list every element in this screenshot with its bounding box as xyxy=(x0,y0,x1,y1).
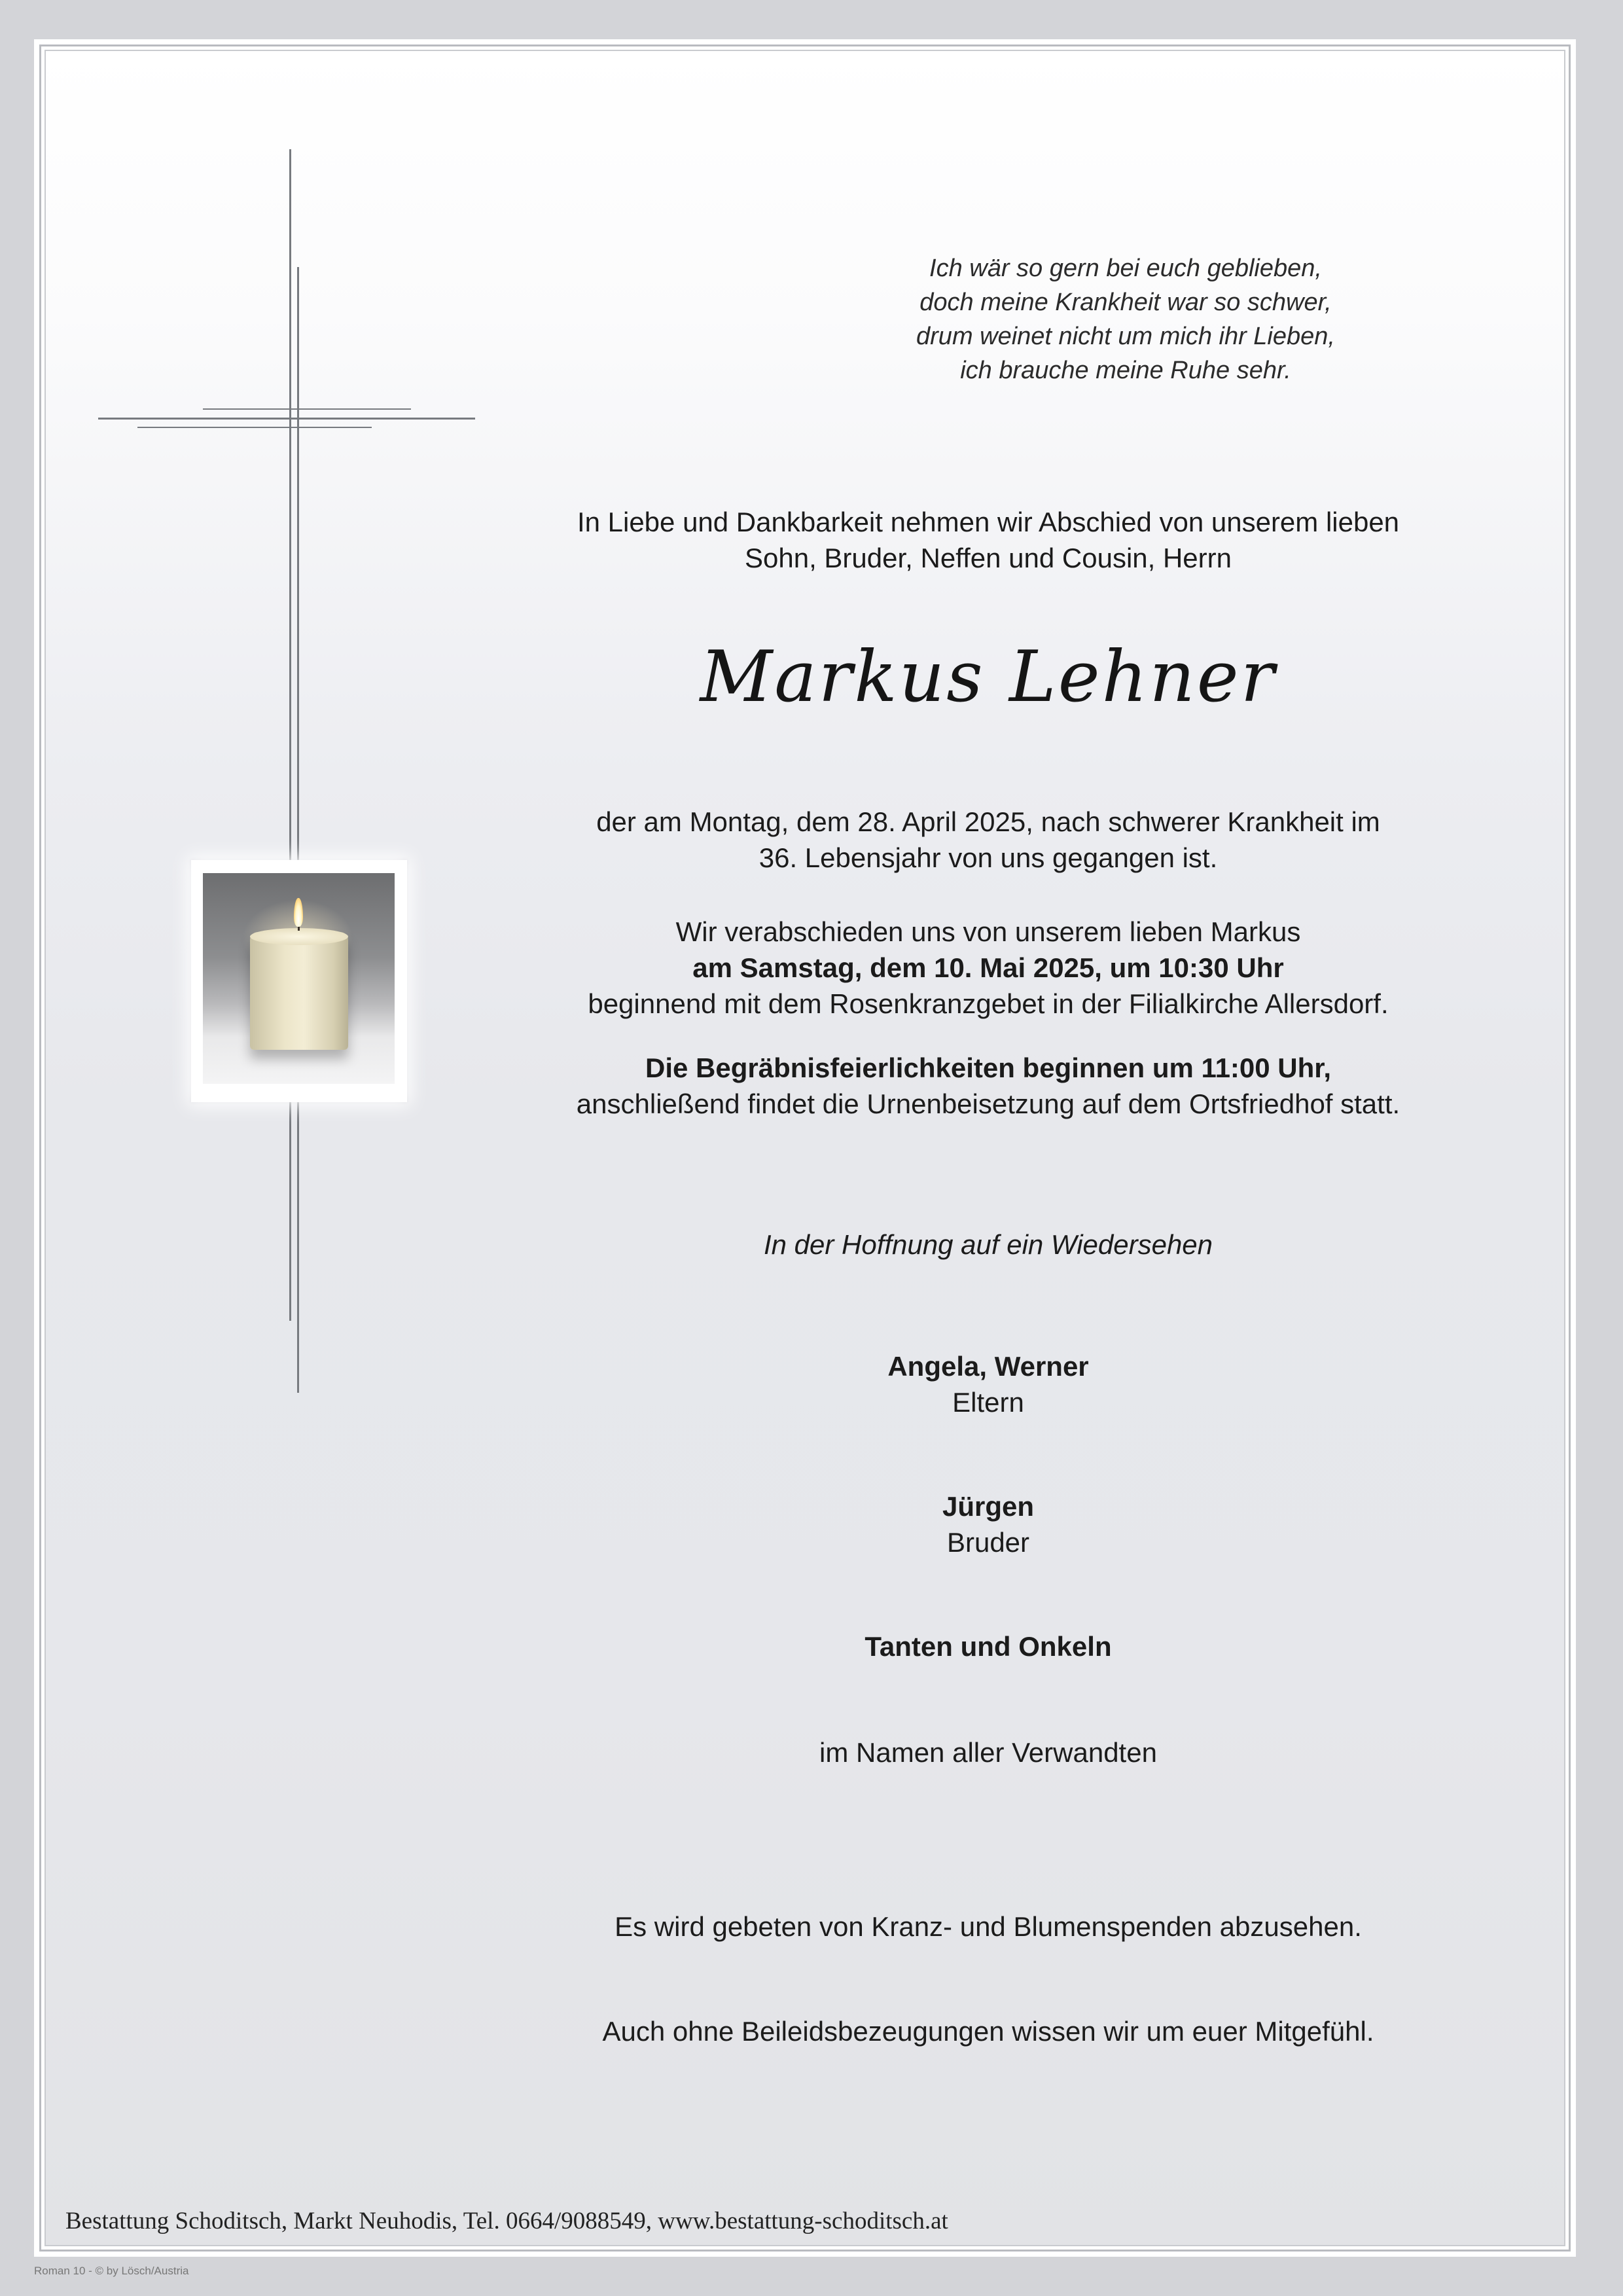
deceased-name: Markus Lehner xyxy=(700,636,1277,718)
poem-line: doch meine Krankheit war so schwer, xyxy=(919,289,1332,316)
death-notice: der am Montag, dem 28. April 2025, nach schwerer Krankheit im 36. Lebensjahr von uns gegangen ist. xyxy=(596,806,1380,873)
mourner-parents: Angela, Werner Eltern xyxy=(887,1351,1089,1418)
mourner-relatives: Tanten und Onkeln xyxy=(865,1631,1112,1662)
poem-line: Ich wär so gern bei euch geblieben, xyxy=(929,255,1322,282)
candle-image xyxy=(203,873,395,1084)
poem xyxy=(733,251,1518,387)
farewell-date: am Samstag, dem 10. Mai 2025, um 10:30 Uhr xyxy=(692,952,1284,983)
obituary-panel xyxy=(45,50,1565,2246)
family-closing: im Namen aller Verwandten xyxy=(819,1737,1157,1768)
obituary-sheet xyxy=(34,39,1576,2257)
template-credit: Roman 10 - © by Lösch/Austria xyxy=(34,2265,189,2277)
mourner-brother: Jürgen Bruder xyxy=(942,1491,1035,1558)
funeral-details: Die Begräbnisfeierlichkeiten beginnen um 11:00 Uhr, anschließend findet die Urnenbeisetzung auf dem Ortsfriedhof statt. xyxy=(576,1052,1400,1119)
hope-line: In der Hoffnung auf ein Wiedersehen xyxy=(763,1229,1213,1260)
candle-image-frame xyxy=(191,860,407,1102)
intro-text: In Liebe und Dankbarkeit nehmen wir Abschied von unserem lieben Sohn, Bruder, Neffen und Cousin, Herrn xyxy=(577,507,1400,573)
sympathy-note: Auch ohne Beileidsbezeugungen wissen wir um euer Mitgefühl. xyxy=(602,2016,1374,2047)
request-note: Es wird gebeten von Kranz- und Blumenspenden abzusehen. xyxy=(615,1911,1362,1942)
poem-line: drum weinet nicht um mich ihr Lieben, xyxy=(916,323,1335,350)
funeral-home-footer: Bestattung Schoditsch, Markt Neuhodis, Tel. 0664/9088549, www.bestattung-schoditsch.at xyxy=(65,2208,948,2234)
farewell-details: Wir verabschieden uns von unserem lieben Markus am Samstag, dem 10. Mai 2025, um 10:30 Uhr beginnend mit dem Rosenkranzgebet in der Filialkirche Allersdorf. xyxy=(497,914,1479,1022)
poem-line: ich brauche meine Ruhe sehr. xyxy=(960,357,1291,384)
